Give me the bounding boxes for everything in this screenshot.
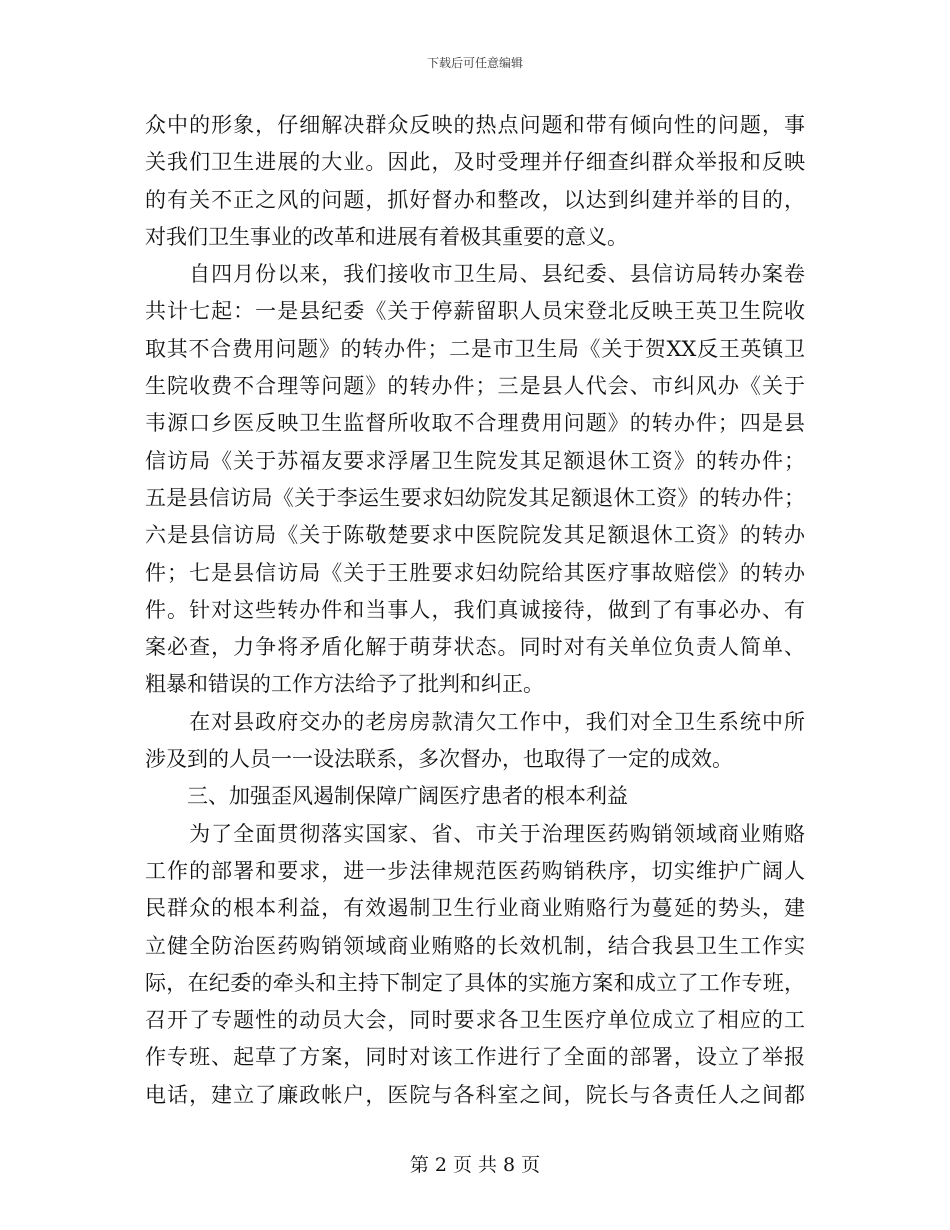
text-line: 三、加强歪风遏制保障广阔医疗患者的根本利益 — [145, 784, 628, 809]
text-line: 六是县信访局《关于陈敬楚要求中医院院发其足额退休工资》的转办 — [145, 523, 805, 548]
text-line: 立健全防治医药购销领域商业贿赂的长效机制，结合我县卫生工作实 — [145, 933, 805, 958]
text-line: 工作的部署和要求，进一步法律规范医药购销秩序，切实维护广阔人 — [145, 858, 805, 883]
text-line: 粗暴和错误的工作方法给予了批判和纠正。 — [145, 672, 544, 697]
text-line: 众中的形象，仔细解决群众反映的热点问题和带有倾向性的问题，事 — [145, 113, 805, 137]
text-line: 自四月份以来，我们接收市卫生局、县纪委、县信访局转办案卷 — [145, 262, 805, 287]
text-line: 关我们卫生进展的大业。因此，及时受理并仔细查纠群众举报和反映 — [145, 150, 805, 175]
text-line: 生院收费不合理等问题》的转办件；三是县人代会、市纠风办《关于 — [145, 374, 805, 399]
text-line: 对我们卫生事业的改革和进展有着极其重要的意义。 — [145, 224, 628, 249]
text-line: 取其不合费用问题》的转办件；二是市卫生局《关于贺XX反王英镇卫 — [145, 336, 805, 361]
page-number: 第 2 页 共 8 页 — [409, 1154, 541, 1176]
page-header: 下载后可任意编辑 — [426, 56, 523, 70]
text-line: 共计七起：一是县纪委《关于停薪留职人员宋登北反映王英卫生院收 — [145, 299, 805, 324]
text-line: 韦源口乡医反映卫生监督所收取不合理费用问题》的转办件；四是县 — [145, 411, 805, 436]
text-line: 作专班、起草了方案，同时对该工作进行了全面的部署，设立了举报 — [145, 1045, 805, 1070]
text-line: 件；七是县信访局《关于王胜要求妇幼院给其医疗事故赔偿》的转办 — [145, 560, 805, 585]
text-line: 涉及到的人员一一设法联系，多次督办，也取得了一定的成效。 — [145, 747, 733, 772]
text-line: 信访局《关于苏福友要求浮屠卫生院发其足额退休工资》的转办件； — [145, 448, 805, 473]
text-line: 民群众的根本利益，有效遏制卫生行业商业贿赂行为蔓延的势头，建 — [145, 896, 805, 921]
text-line: 电话，建立了廉政帐户，医院与各科室之间，院长与各责任人之间都 — [145, 1082, 805, 1107]
text-line: 召开了专题性的动员大会，同时要求各卫生医疗单位成立了相应的工 — [145, 1008, 805, 1033]
text-line: 件。针对这些转办件和当事人，我们真诚接待，做到了有事必办、有 — [145, 597, 805, 622]
text-line: 五是县信访局《关于李运生要求妇幼院发其足额退休工资》的转办件； — [145, 485, 805, 510]
document-body — [145, 107, 805, 1114]
text-line: 际，在纪委的牵头和主持下制定了具体的实施方案和成立了工作专班， — [145, 970, 805, 995]
text-line: 在对县政府交办的老房房款清欠工作中，我们对全卫生系统中所 — [145, 709, 805, 734]
text-line: 案必查，力争将矛盾化解于萌芽状态。同时对有关单位负责人简单、 — [145, 635, 805, 660]
text-line: 的有关不正之风的问题，抓好督办和整改，以达到纠建并举的目的， — [145, 187, 805, 212]
text-line: 为了全面贯彻落实国家、省、市关于治理医药购销领域商业贿赂 — [145, 821, 805, 846]
